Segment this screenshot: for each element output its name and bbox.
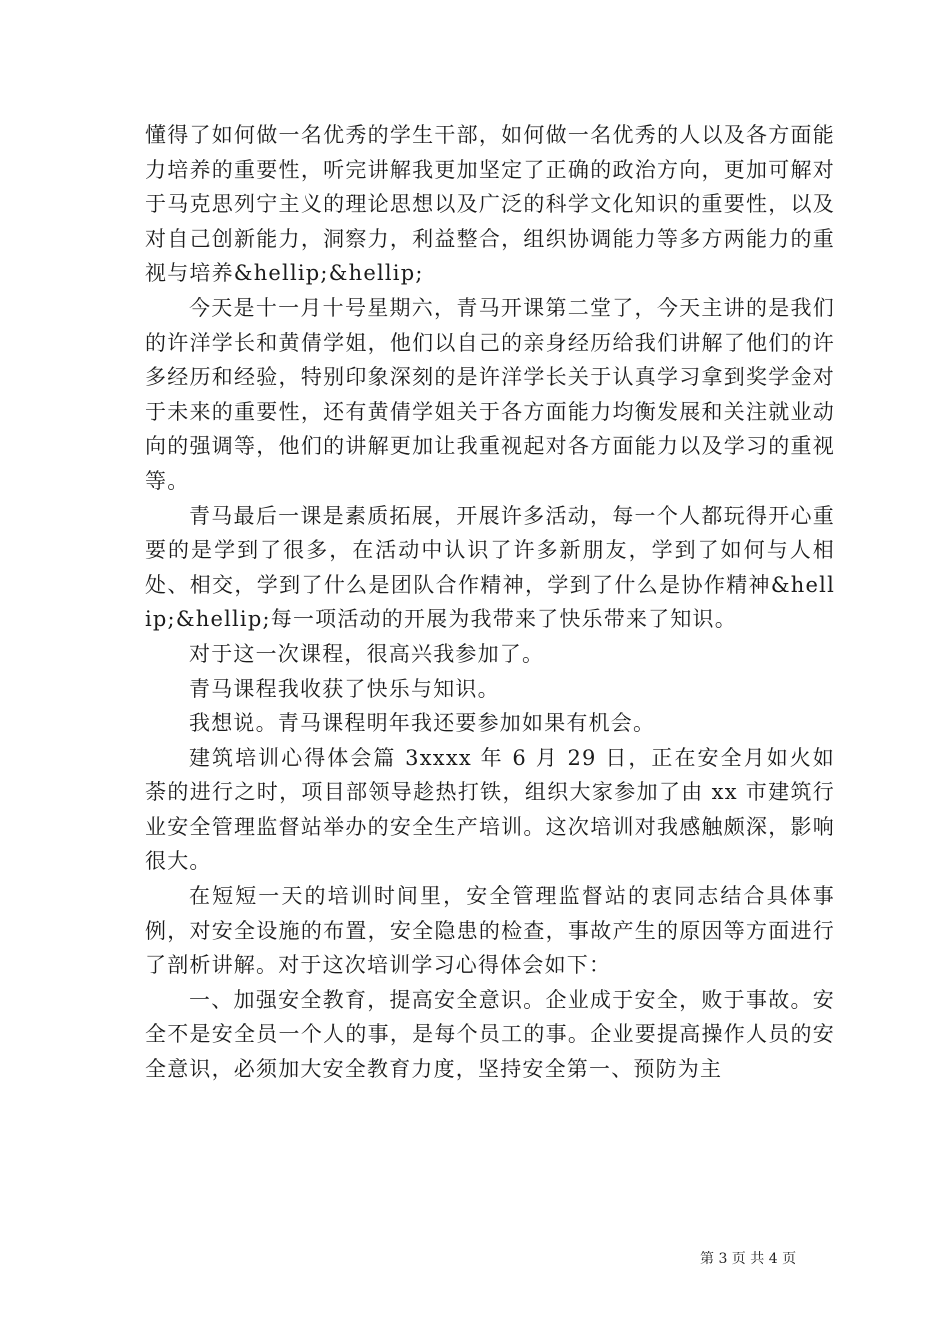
paragraph-6: 我想说。青马课程明年我还要参加如果有机会。 (189, 711, 656, 736)
paragraph-4: 对于这一次课程，很高兴我参加了。 (189, 641, 545, 666)
page-number-footer: 第 3 页 共 4 页 (700, 1251, 797, 1267)
document-body (145, 118, 835, 1087)
paragraph-1: 懂得了如何做一名优秀的学生干部，如何做一名优秀的人以及各方面能力培养的重要性，听完讲解我更加坚定了正确的政治方向，更加可解对于马克思列宁主义的理论思想以及广泛的科学文化知识的重要性，以及对自己创新能力，洞察力，利益整合，组织协调能力等多方两能力的重视与培养&hellip;&hellip; (145, 123, 835, 286)
paragraph-2: 今天是十一月十号星期六，青马开课第二堂了，今天主讲的是我们的许洋学长和黄倩学姐，他们以自己的亲身经历给我们讲解了他们的许多经历和经验，特别印象深刻的是许洋学长关于认真学习拿到奖学金对于未来的重要性，还有黄倩学姐关于各方面能力均衡发展和关注就业动向的强调等，他们的讲解更加让我重视起对各方面能力以及学习的重视等。 (145, 295, 835, 493)
paragraph-8: 在短短一天的培训时间里，安全管理监督站的衷同志结合具体事例，对安全设施的布置，安全隐患的检查，事故产生的原因等方面进行了剖析讲解。对于这次培训学习心得体会如下： (145, 884, 835, 978)
paragraph-5: 青马课程我收获了快乐与知识。 (189, 676, 500, 701)
paragraph-3: 青马最后一课是素质拓展，开展许多活动，每一个人都玩得开心重要的是学到了很多，在活动中认识了许多新朋友，学到了如何与人相处、相交，学到了什么是团队合作精神，学到了什么是协作精神&hellip;&hellip;每一项活动的开展为我带来了快乐带来了知识。 (145, 503, 835, 632)
paragraph-9: 一、加强安全教育，提高安全意识。企业成于安全，败于事故。安全不是安全员一个人的事，是每个员工的事。企业要提高操作人员的安全意识，必须加大安全教育力度，坚持安全第一、预防为主 (145, 987, 835, 1082)
paragraph-7: 建筑培训心得体会篇 3xxxx 年 6 月 29 日，正在安全月如火如荼的进行之时，项目部领导趁热打铁，组织大家参加了由 xx 市建筑行业安全管理监督站举办的安全生产培训。这次培训对我感触颇深，影响很大。 (145, 745, 835, 874)
